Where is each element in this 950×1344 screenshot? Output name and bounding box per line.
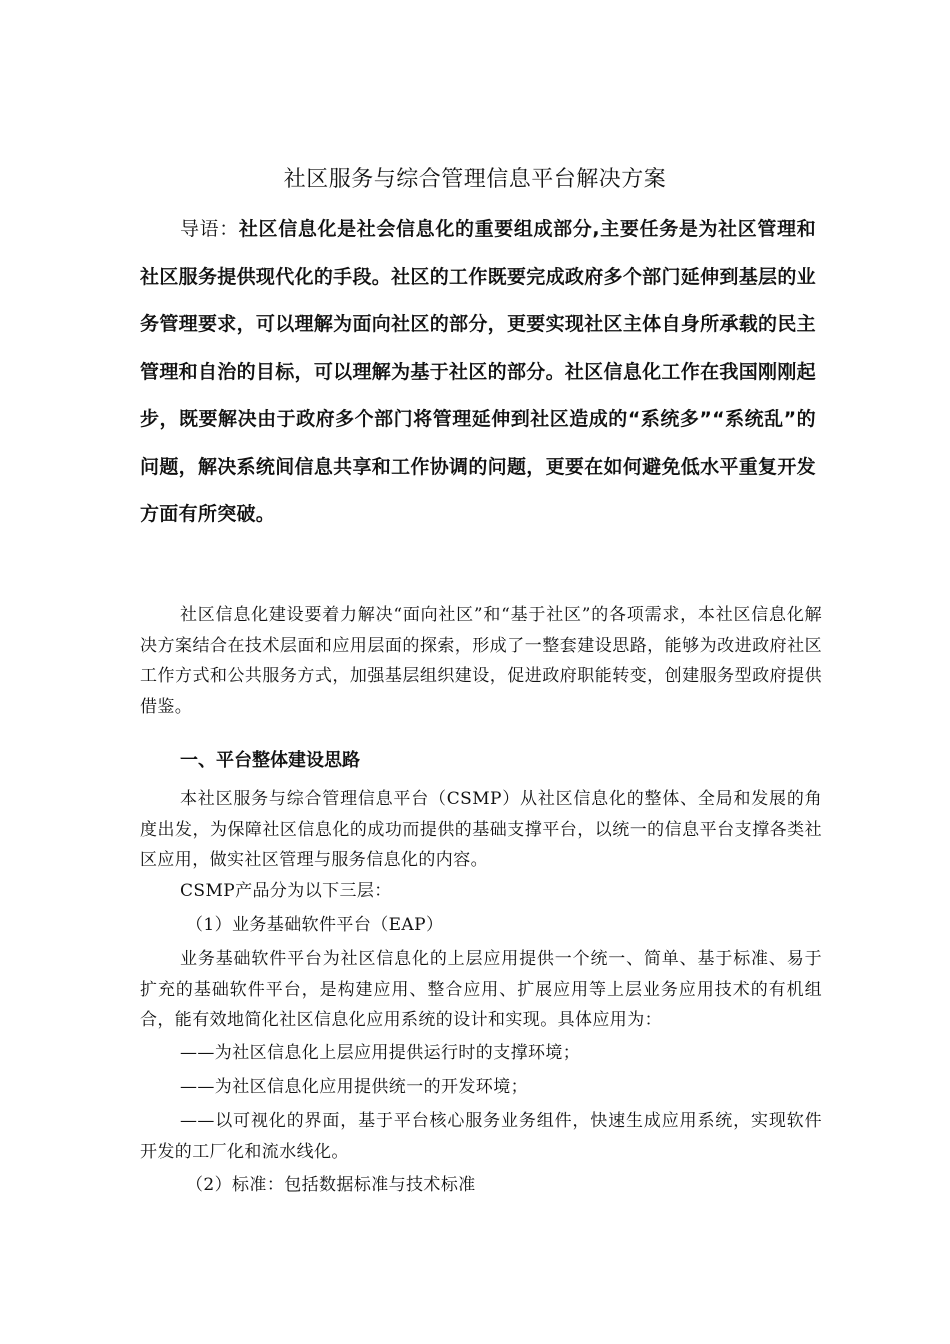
intro-lead: 导语： <box>180 218 239 240</box>
body-paragraph-2: 本社区服务与综合管理信息平台（CSMP）从社区信息化的整体、全局和发展的角度出发，为保障社区信息化的成功而提供的基础支撑平台，以统一的信息平台支撑各类社区应用，做实社区管理与服务信息化的内容。 <box>140 789 822 870</box>
dash-item-3: ——以可视化的界面，基于平台核心服务业务组件，快速生成应用系统，实现软件开发的工厂化和流水线化。 <box>140 1111 822 1162</box>
dash-item-1: ——为社区信息化上层应用提供运行时的支撑环境； <box>180 1043 581 1063</box>
dash-item-2: ——为社区信息化应用提供统一的开发环境； <box>180 1077 528 1097</box>
document-title: 社区服务与综合管理信息平台解决方案 <box>283 167 667 192</box>
list-item-1-label: （1）业务基础软件平台（EAP） <box>186 915 444 935</box>
intro-paragraph <box>140 206 816 539</box>
body-paragraph-1: 社区信息化建设要着力解决“面向社区”和“基于社区”的各项需求，本社区信息化解决方案结合在技术层面和应用层面的探索，形成了一整套建设思路，能够为改进政府社区工作方式和公共服务方式，加强基层组织建设，促进政府职能转变，创建服务型政府提供借鉴。 <box>140 605 822 717</box>
intro-text: 社区信息化是社会信息化的重要组成部分,主要任务是为社区管理和社区服务提供现代化的手段。社区的工作既要完成政府多个部门延伸到基层的业务管理要求，可以理解为面向社区的部分，更要实现社区主体自身所承载的民主管理和自治的目标，可以理解为基于社区的部分。社区信息化工作在我国刚刚起步，既要解决由于政府多个部门将管理延伸到社区造成的“系统多”“系统乱”的问题，解决系统间信息共享和工作协调的问题，更要在如何避免低水平重复开发方面有所突破。 <box>140 218 816 525</box>
section-heading-1: 一、平台整体建设思路 <box>180 750 360 771</box>
list-item-2-label: （2）标准：包括数据标准与技术标准 <box>186 1175 476 1195</box>
body-paragraph-3: CSMP产品分为以下三层： <box>180 881 392 901</box>
body-paragraph-4: 业务基础软件平台为社区信息化的上层应用提供一个统一、简单、基于标准、易于扩充的基础软件平台，是构建应用、整合应用、扩展应用等上层业务应用技术的有机组合，能有效地简化社区信息化应用系统的设计和实现。具体应用为： <box>140 949 822 1030</box>
